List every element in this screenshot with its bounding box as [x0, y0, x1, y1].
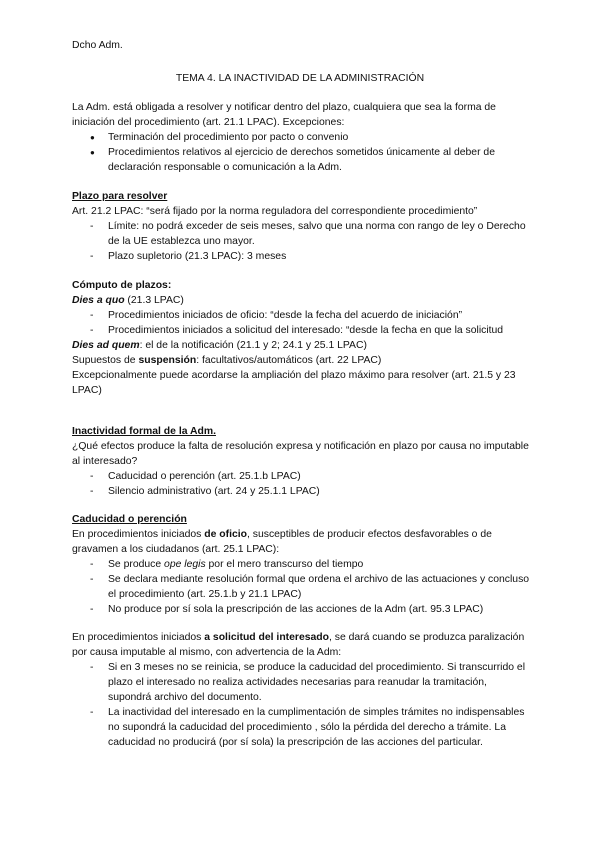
solicitud-text-post: , se dará cuando se produzca paralización por causa imputable al mismo, con advertencia de la Adm:: [72, 632, 525, 658]
inactividad-section: [72, 424, 532, 499]
list-item: ● Terminación del procedimiento por pacto o convenio: [72, 130, 532, 145]
list-item: - Silencio administrativo (art. 24 y 25.1.1 LPAC): [72, 484, 532, 499]
caducidad-text: [72, 527, 532, 557]
caducidad-text-bold: de oficio: [204, 529, 247, 540]
inactividad-list: [72, 469, 532, 499]
suspension-bold: suspensión: [138, 355, 197, 366]
intro-section: [72, 100, 532, 175]
list-item: - Se declara mediante resolución formal que ordena el archivo de las actuaciones y concluso el procedimiento (art. 25.1.b y 21.1 LPAC): [72, 572, 532, 602]
caducidad-text-pre: En procedimientos iniciados: [72, 529, 205, 540]
plazo-section: [72, 189, 532, 264]
document-title: TEMA 4. LA INACTIVIDAD DE LA ADMINISTRACIÓN: [175, 73, 425, 84]
computo-list: [72, 308, 532, 338]
list-item: ● Procedimientos relativos al ejercicio de derechos sometidos únicamente al deber de declaración responsable o comunicación a la Adm.: [72, 145, 532, 175]
plazo-list: [72, 219, 532, 264]
list-item: - Límite: no podrá exceder de seis meses, salvo que una norma con rango de ley o Derecho de la UE establezca uno mayor.: [72, 219, 532, 249]
plazo-text: Art. 21.2 LPAC: “será fijado por la norma reguladora del correspondiente procedimiento”: [72, 206, 478, 217]
list-item: - Procedimientos iniciados de oficio: “desde la fecha del acuerdo de iniciación”: [72, 308, 532, 323]
document-header: Dcho Adm.: [72, 40, 123, 51]
item-pre: Se produce: [108, 559, 165, 570]
caducidad-text-post: , susceptibles de producir efectos desfavorables o de gravamen a los ciudadanos (art. 25.1 LPAC):: [72, 529, 492, 555]
list-item: [72, 557, 532, 572]
solicitud-section: [72, 630, 532, 750]
section-heading: Inactividad formal de la Adm.: [72, 426, 216, 437]
list-item: - La inactividad del interesado en la cumplimentación de simples trámites no indispensables no supondrá la caducidad del procedimiento , sólo la pérdida del derecho a trámite. La caducidad no producirá (por sí sola) la prescripción de las acciones del particular.: [72, 705, 532, 750]
list-item: - Si en 3 meses no se reinicia, se produce la caducidad del procedimiento. Si transcurrido el plazo el interesado no realiza actividades necesarias para reanudar la tramitación, supondrá archivo del documento.: [72, 660, 532, 705]
exceptions-list: [72, 130, 532, 175]
item-post: por el mero transcurso del tiempo: [205, 559, 364, 570]
inactividad-text: ¿Qué efectos produce la falta de resolución expresa y notificación en plazo por causa no imputable al interesado?: [72, 441, 529, 467]
section-heading: Plazo para resolver: [72, 191, 168, 202]
dies-a-quo-label: Dies a quo: [72, 295, 125, 306]
solicitud-text: [72, 630, 532, 660]
suspension-post: : facultativos/automáticos (art. 22 LPAC): [196, 355, 382, 366]
dies-a-quo-line: [72, 293, 532, 308]
dies-ad-quem-text: : el de la notificación (21.1 y 2; 24.1 y 25.1 LPAC): [139, 340, 367, 351]
section-heading: Cómputo de plazos:: [72, 280, 172, 291]
ampliacion-text: Excepcionalmente puede acordarse la ampliación del plazo máximo para resolver (art. 21.5 y 23 LPAC): [72, 370, 516, 396]
dies-ad-quem-line: [72, 338, 532, 353]
caducidad-list: [72, 557, 532, 617]
intro-text: La Adm. está obligada a resolver y notificar dentro del plazo, cualquiera que sea la forma de iniciación del procedimiento (art. 21.1 LPAC). Excepciones:: [72, 102, 496, 128]
list-item: - Caducidad o perención (art. 25.1.b LPAC): [72, 469, 532, 484]
dies-ad-quem-label: Dies ad quem: [72, 340, 140, 351]
item-italic: ope legis: [164, 559, 206, 570]
list-item: - Plazo supletorio (21.3 LPAC): 3 meses: [72, 249, 532, 264]
solicitud-list: [72, 660, 532, 750]
list-item: - Procedimientos iniciados a solicitud del interesado: “desde la fecha en que la solicitud: [72, 323, 532, 338]
suspension-pre: Supuestos de: [72, 355, 139, 366]
dies-a-quo-ref: (21.3 LPAC): [124, 295, 184, 306]
solicitud-text-pre: En procedimientos iniciados: [72, 632, 205, 643]
list-item: - No produce por sí sola la prescripción de las acciones de la Adm (art. 95.3 LPAC): [72, 602, 532, 617]
suspension-line: [72, 353, 532, 368]
solicitud-text-bold: a solicitud del interesado: [204, 632, 329, 643]
section-heading: Caducidad o perención: [72, 514, 187, 525]
caducidad-section: [72, 512, 532, 617]
computo-section: [72, 278, 532, 398]
